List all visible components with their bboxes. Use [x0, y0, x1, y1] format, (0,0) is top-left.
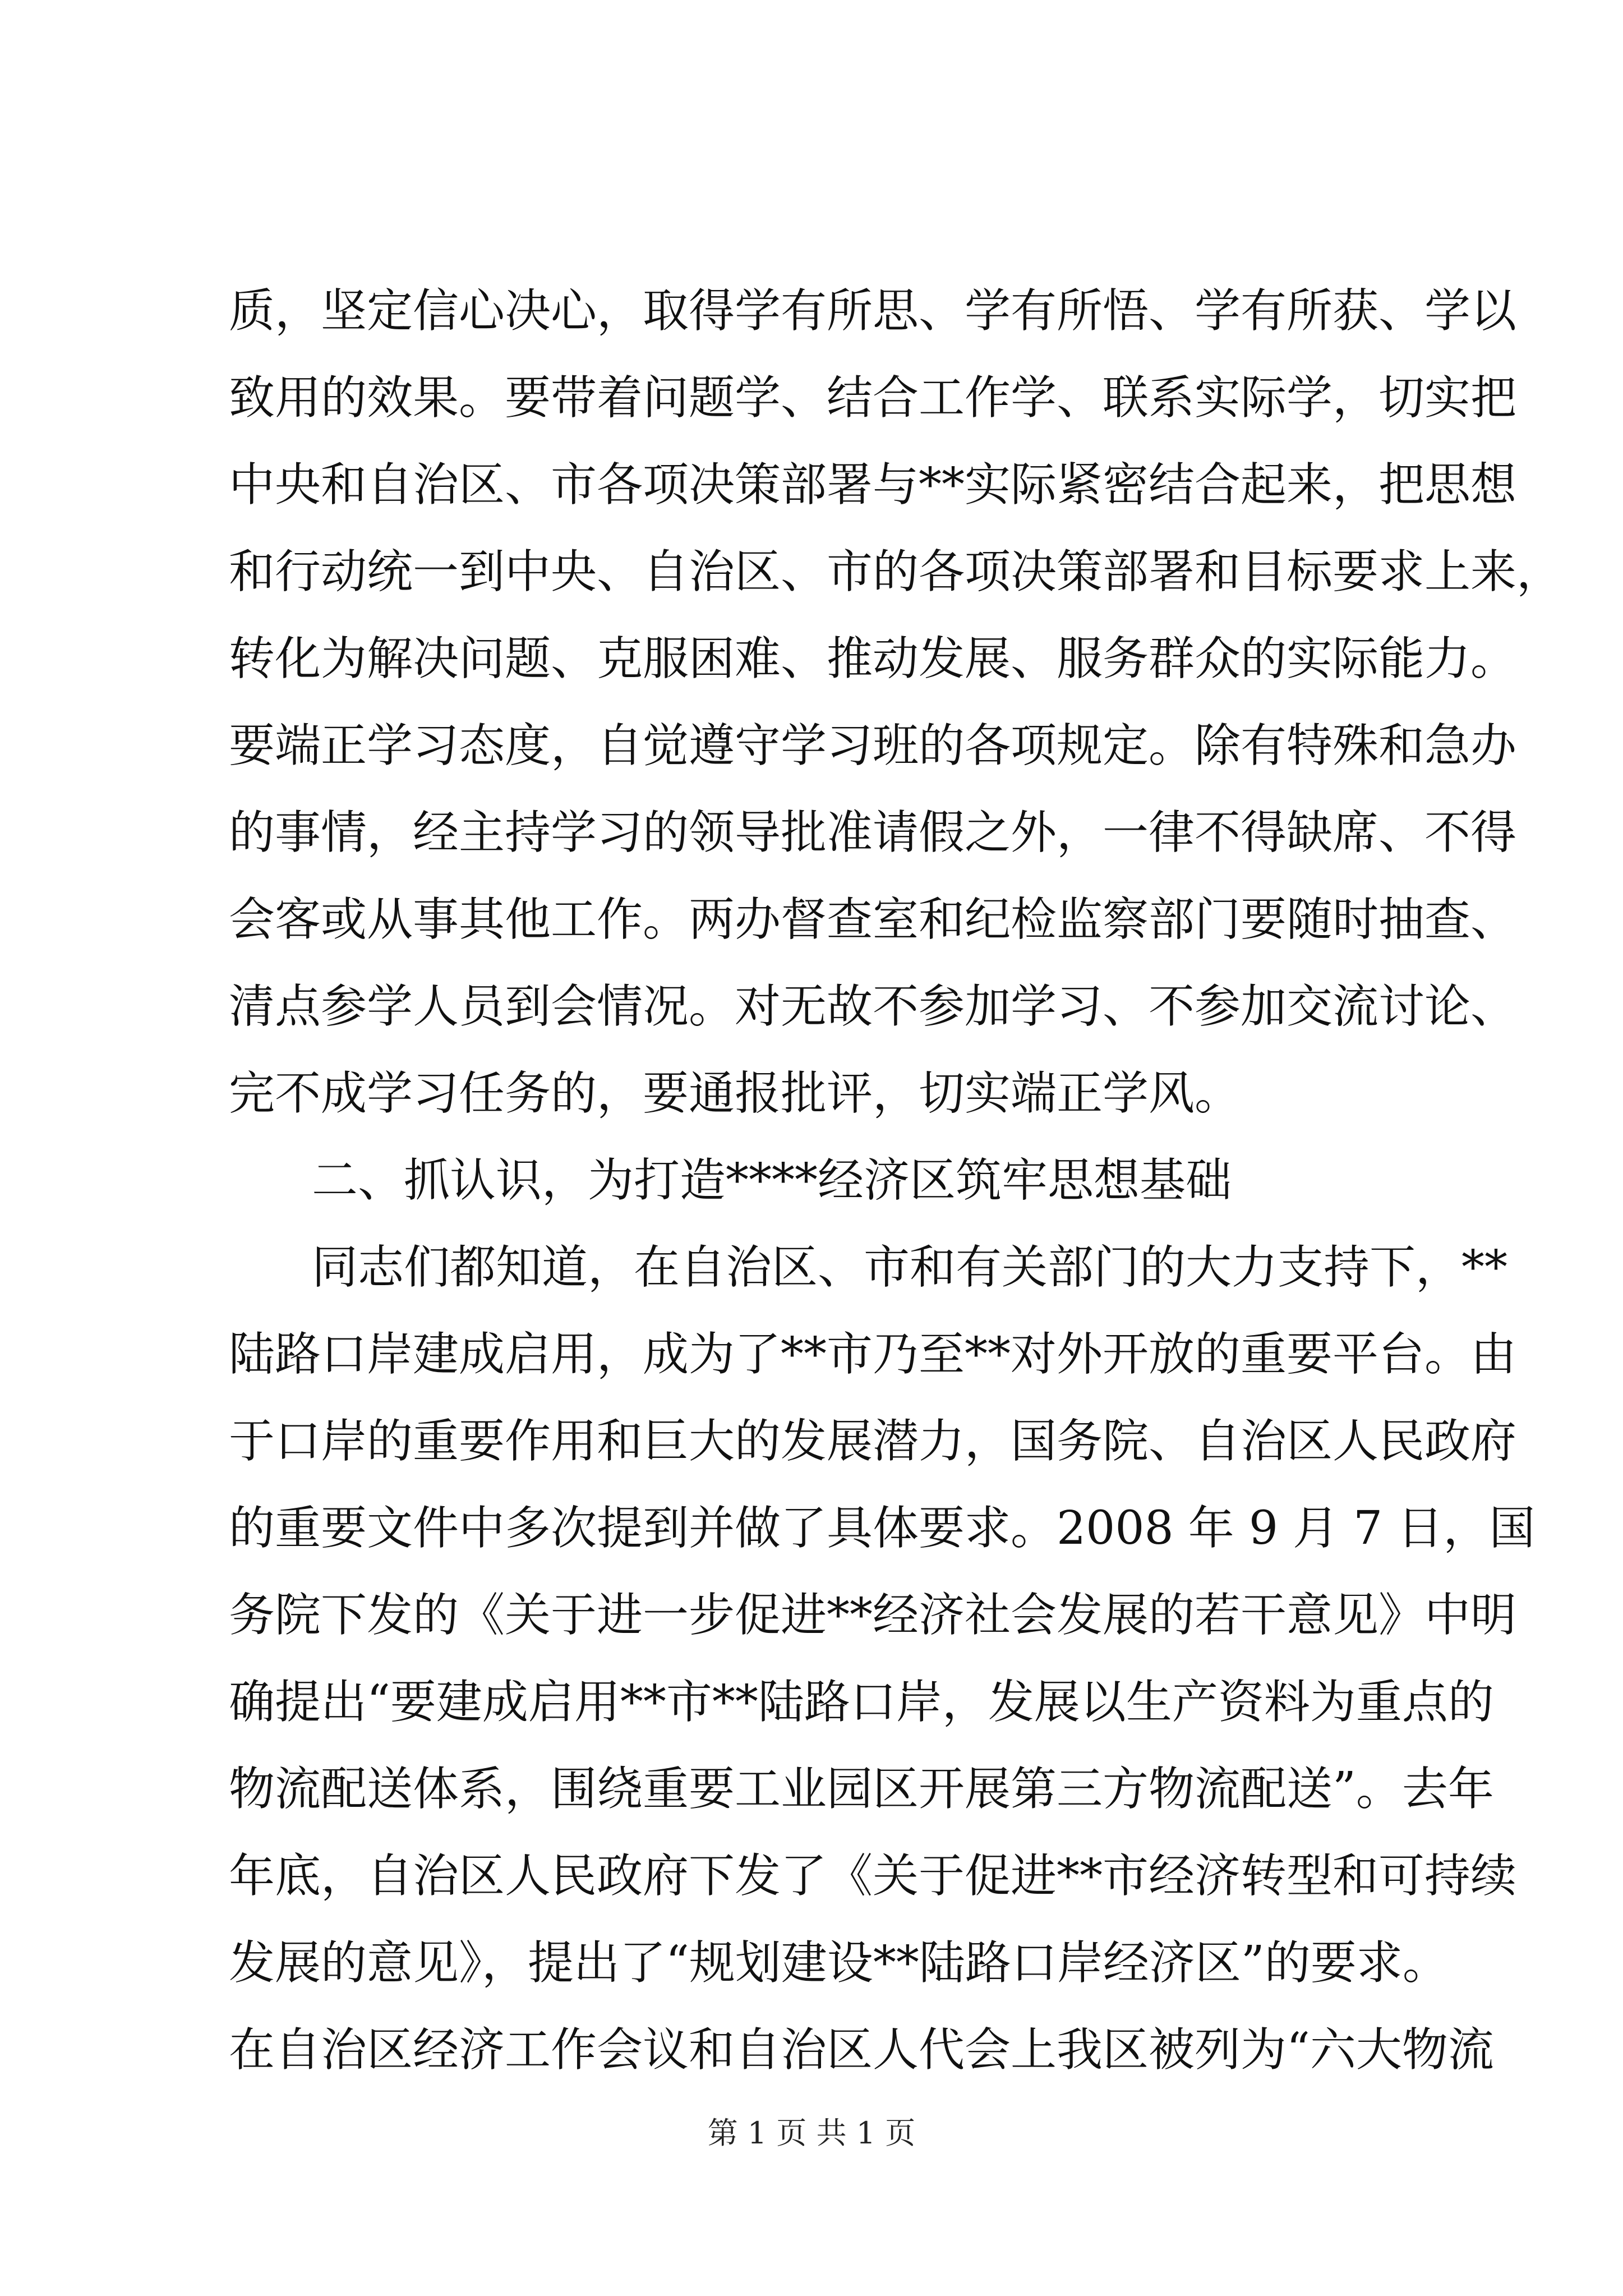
text-line: 同志们都知道，在自治区、市和有关部门的大力支持下，**	[312, 1241, 1508, 1294]
text-line: 确提出“要建成启用**市**陆路口岸，发展以生产资料为重点的	[229, 1676, 1494, 1729]
text-line: 会客或从事其他工作。两办督查室和纪检监察部门要随时抽查、	[229, 893, 1517, 946]
text-line: 转化为解决问题、克服困难、推动发展、服务群众的实际能力。	[229, 632, 1517, 685]
text-line: 的重要文件中多次提到并做了具体要求。2008 年 9 月 7 日，国	[229, 1502, 1536, 1555]
text-line: 在自治区经济工作会议和自治区人代会上我区被列为“六大物流	[229, 2023, 1494, 2077]
text-line: 年底，自治区人民政府下发了《关于促进**市经济转型和可持续	[229, 1849, 1517, 1903]
text-line: 的事情，经主持学习的领导批准请假之外，一律不得缺席、不得	[229, 806, 1517, 859]
text-line: 于口岸的重要作用和巨大的发展潜力，国务院、自治区人民政府	[229, 1415, 1517, 1468]
text-line: 陆路口岸建成启用，成为了**市乃至**对外开放的重要平台。由	[229, 1328, 1517, 1381]
page-footer: 第 1 页 共 1 页	[707, 2115, 916, 2151]
section-heading: 二、抓认识，为打造****经济区筑牢思想基础	[312, 1154, 1232, 1207]
text-line: 和行动统一到中央、自治区、市的各项决策部署和目标要求上来，	[229, 545, 1563, 599]
text-line: 务院下发的《关于进一步促进**经济社会发展的若干意见》中明	[229, 1589, 1517, 1642]
text-line: 中央和自治区、市各项决策部署与**实际紧密结合起来，把思想	[229, 458, 1517, 512]
text-line: 质，坚定信心决心，取得学有所思、学有所悟、学有所获、学以	[229, 284, 1517, 338]
text-line: 发展的意见》，提出了“规划建设**陆路口岸经济区”的要求。	[229, 1936, 1449, 1990]
text-line: 要端正学习态度，自觉遵守学习班的各项规定。除有特殊和急办	[229, 719, 1517, 772]
text-line: 清点参学人员到会情况。对无故不参加学习、不参加交流讨论、	[229, 980, 1517, 1033]
text-line: 完不成学习任务的，要通报批评，切实端正学风。	[229, 1067, 1241, 1120]
text-line: 致用的效果。要带着问题学、结合工作学、联系实际学，切实把	[229, 371, 1517, 425]
text-line: 物流配送体系，围绕重要工业园区开展第三方物流配送”。去年	[229, 1763, 1494, 1816]
